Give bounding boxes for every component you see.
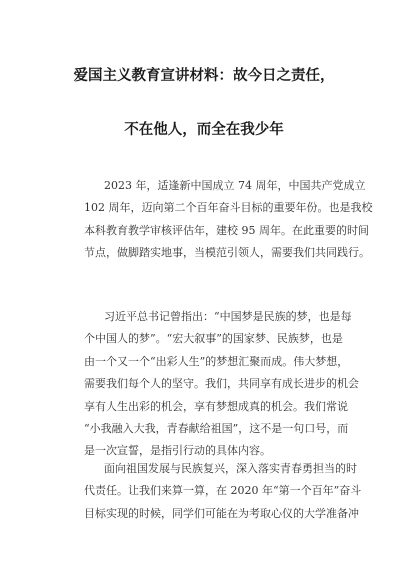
- paragraph-line: 习近平总书记曾指出：“中国梦是民族的梦，也是每: [104, 310, 352, 323]
- paragraph-line: 个中国人的梦”。“宏大叙事”的国家梦、民族梦，也是: [84, 332, 343, 346]
- paragraph-line: 102 周年，迈向第二个百年奋斗目标的重要年份。也是我校: [84, 201, 373, 215]
- paragraph-line: 目标实现的时候，同学们可能在为考取心仪的大学准备冲: [84, 506, 359, 520]
- paragraph-2: [84, 306, 359, 463]
- document-title-line-2: 不在他人，而全在我少年: [124, 122, 284, 138]
- paragraph-line: 面向祖国发展与民族复兴，深入落实青春勇担当的时: [104, 462, 357, 475]
- paragraph-line: 2023 年，适逢新中国成立 74 周年，中国共产党成立: [104, 179, 366, 192]
- paragraph-1: [84, 175, 373, 265]
- document-title-line-1: 爱国主义教育宣讲材料：故今日之责任，: [73, 68, 335, 84]
- paragraph-line: 本科教育教学审核评估年，建校 95 周年。在此重要的时间: [84, 223, 369, 237]
- paragraph-line: 代责任。让我们来算一算，在 2020 年“第一个百年”奋斗: [84, 484, 362, 498]
- paragraph-line: 需要我们每个人的坚守。我们，共同享有成长进步的机会: [84, 377, 359, 391]
- paragraph-line: “小我融入大我，青春献给祖国”，这不是一句口号，而: [84, 421, 349, 435]
- paragraph-line: 节点，做脚踏实地事，当模范引领人，需要我们共同践行。: [84, 246, 370, 260]
- paragraph-3: [84, 458, 362, 525]
- paragraph-line: 是一次宣誓，是指引行动的具体内容。: [84, 444, 271, 458]
- paragraph-line: 由一个又一个“出彩人生”的梦想汇聚而成。伟大梦想，: [84, 354, 349, 368]
- paragraph-line: 享有人生出彩的机会，享有梦想成真的机会。我们常说: [84, 399, 348, 413]
